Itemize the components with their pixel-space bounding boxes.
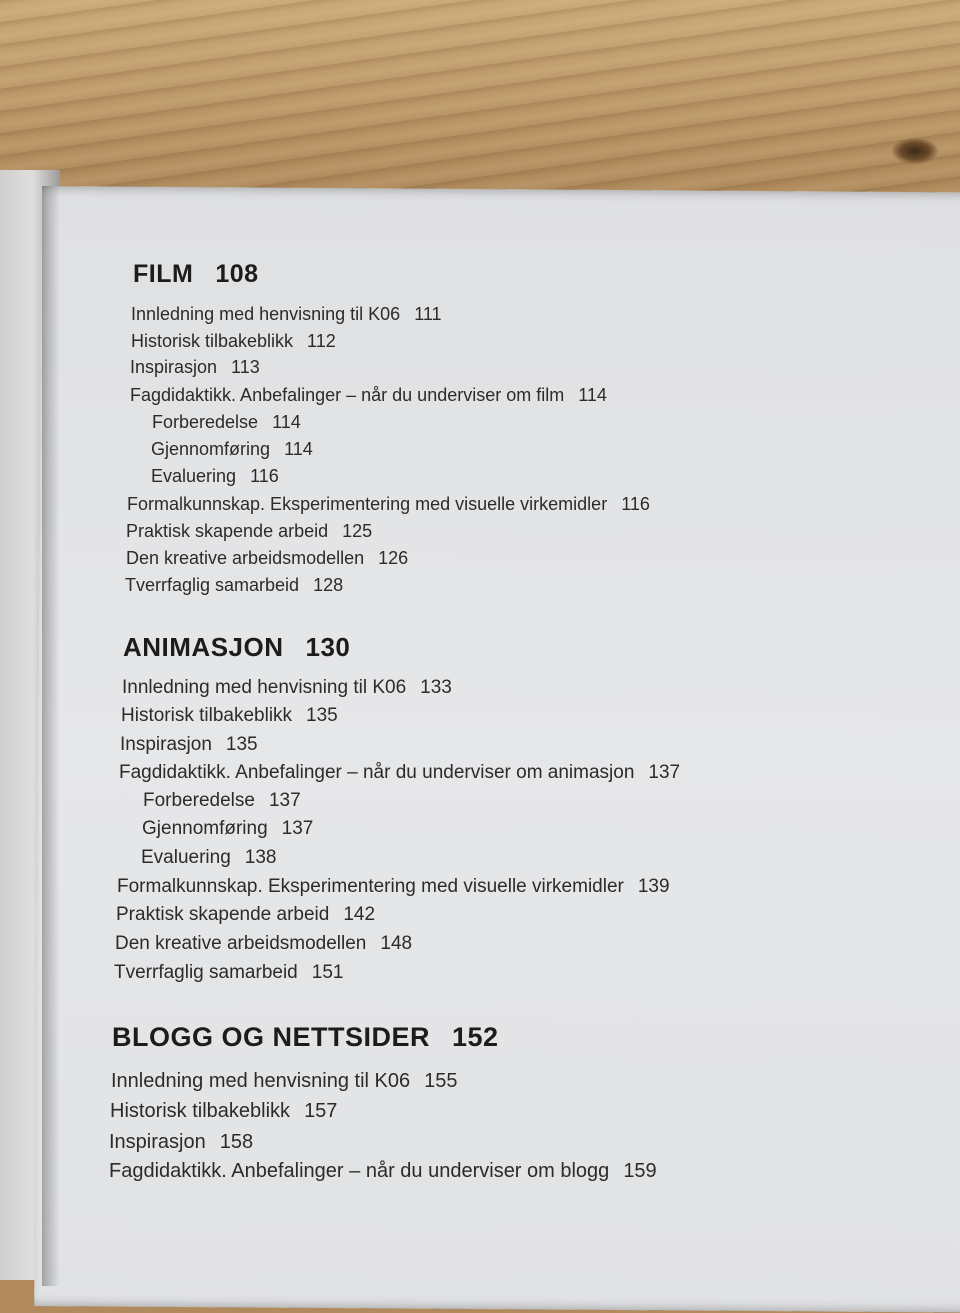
entry-text: Tverrfaglig samarbeid — [114, 962, 298, 983]
entry-page-number: 148 — [380, 933, 413, 954]
section-title: ANIMASJON — [123, 632, 284, 662]
entry-text: Fagdidaktikk. Anbefalinger – når du underviser om film — [130, 385, 565, 405]
entry-text: Inspirasjon — [109, 1131, 206, 1153]
toc-entry — [127, 494, 650, 515]
entry-page-number: 113 — [231, 357, 260, 377]
entry-page-number: 159 — [623, 1160, 657, 1182]
entry-text: Historisk tilbakeblikk — [131, 331, 294, 351]
toc-entry — [130, 357, 260, 378]
entry-text: Historisk tilbakeblikk — [121, 705, 293, 726]
section-heading-film — [133, 260, 259, 289]
toc-entry — [111, 1070, 457, 1093]
toc-subentry — [142, 818, 313, 840]
toc-entry — [126, 521, 372, 542]
entry-text: Innledning med henvisning til K06 — [131, 304, 401, 324]
entry-text: Evaluering — [141, 847, 231, 868]
section-page-number: 152 — [452, 1022, 499, 1052]
entry-page-number: 133 — [420, 677, 452, 698]
section-title: FILM — [133, 260, 194, 288]
toc-entry — [109, 1131, 253, 1154]
entry-text: Inspirasjon — [130, 357, 218, 377]
entry-text: Evaluering — [151, 466, 237, 486]
entry-text: Praktisk skapende arbeid — [126, 521, 329, 541]
entry-text: Gjennomføring — [142, 818, 268, 839]
toc-entry — [131, 331, 336, 352]
section-heading-blogg — [112, 1022, 499, 1053]
entry-page-number: 158 — [219, 1131, 254, 1153]
entry-text: Forberedelse — [143, 790, 255, 811]
toc-entry — [114, 962, 343, 984]
section-page-number: 130 — [305, 632, 351, 662]
entry-text: Historisk tilbakeblikk — [110, 1100, 291, 1122]
entry-page-number: 135 — [306, 705, 338, 726]
entry-page-number: 125 — [342, 521, 373, 541]
toc-entry — [126, 548, 408, 569]
entry-page-number: 151 — [311, 962, 344, 983]
entry-page-number: 112 — [307, 331, 336, 351]
toc-subentry — [151, 466, 279, 487]
entry-text: Formalkunnskap. Eksperimentering med visuelle virkemidler — [127, 494, 608, 514]
entry-text: Formalkunnskap. Eksperimentering med visuelle virkemidler — [117, 876, 624, 897]
entry-text: Fagdidaktikk. Anbefalinger – når du underviser om blogg — [109, 1160, 610, 1182]
toc-entry — [122, 677, 452, 699]
entry-page-number: 111 — [414, 304, 442, 324]
entry-page-number: 137 — [268, 790, 301, 811]
entry-page-number: 114 — [284, 439, 313, 459]
toc-entry — [131, 304, 442, 325]
toc-entry — [115, 933, 412, 955]
entry-page-number: 135 — [225, 734, 258, 755]
entry-page-number: 137 — [281, 818, 314, 839]
entry-page-number: 114 — [272, 412, 301, 432]
toc-entry — [109, 1160, 657, 1183]
toc-entry — [125, 575, 343, 596]
toc-subentry — [151, 439, 313, 460]
entry-page-number: 139 — [637, 876, 670, 897]
toc-entry — [120, 734, 258, 756]
entry-page-number: 155 — [424, 1070, 458, 1092]
toc-entry — [116, 904, 375, 926]
entry-text: Innledning med henvisning til K06 — [122, 677, 407, 698]
entry-text: Inspirasjon — [120, 734, 212, 755]
entry-page-number: 142 — [343, 904, 376, 925]
toc-entry — [119, 762, 680, 784]
entry-text: Tverrfaglig samarbeid — [125, 575, 300, 595]
entry-page-number: 128 — [313, 575, 344, 595]
entry-page-number: 137 — [648, 762, 681, 783]
section-heading-animasjon — [123, 632, 350, 663]
toc-subentry — [152, 412, 301, 433]
section-title: BLOGG OG NETTSIDER — [112, 1022, 431, 1052]
entry-page-number: 138 — [244, 847, 277, 868]
entry-text: Praktisk skapende arbeid — [116, 904, 330, 925]
toc-entry — [121, 705, 338, 727]
entry-text: Forberedelse — [152, 412, 259, 432]
toc-entry — [117, 876, 670, 898]
entry-page-number: 116 — [621, 494, 650, 514]
entry-text: Den kreative arbeidsmodellen — [115, 933, 367, 954]
entry-text: Gjennomføring — [151, 439, 271, 459]
toc-subentry — [143, 790, 301, 812]
entry-page-number: 116 — [250, 466, 279, 486]
entry-text: Den kreative arbeidsmodellen — [126, 548, 365, 568]
entry-page-number: 114 — [578, 385, 607, 405]
entry-text: Innledning med henvisning til K06 — [111, 1070, 411, 1092]
entry-text: Fagdidaktikk. Anbefalinger – når du underviser om animasjon — [119, 762, 635, 783]
toc-subentry — [141, 847, 276, 869]
toc-entry — [110, 1100, 337, 1123]
toc-entry — [130, 385, 607, 406]
entry-page-number: 126 — [378, 548, 409, 568]
section-page-number: 108 — [215, 260, 259, 288]
entry-page-number: 157 — [304, 1100, 338, 1122]
